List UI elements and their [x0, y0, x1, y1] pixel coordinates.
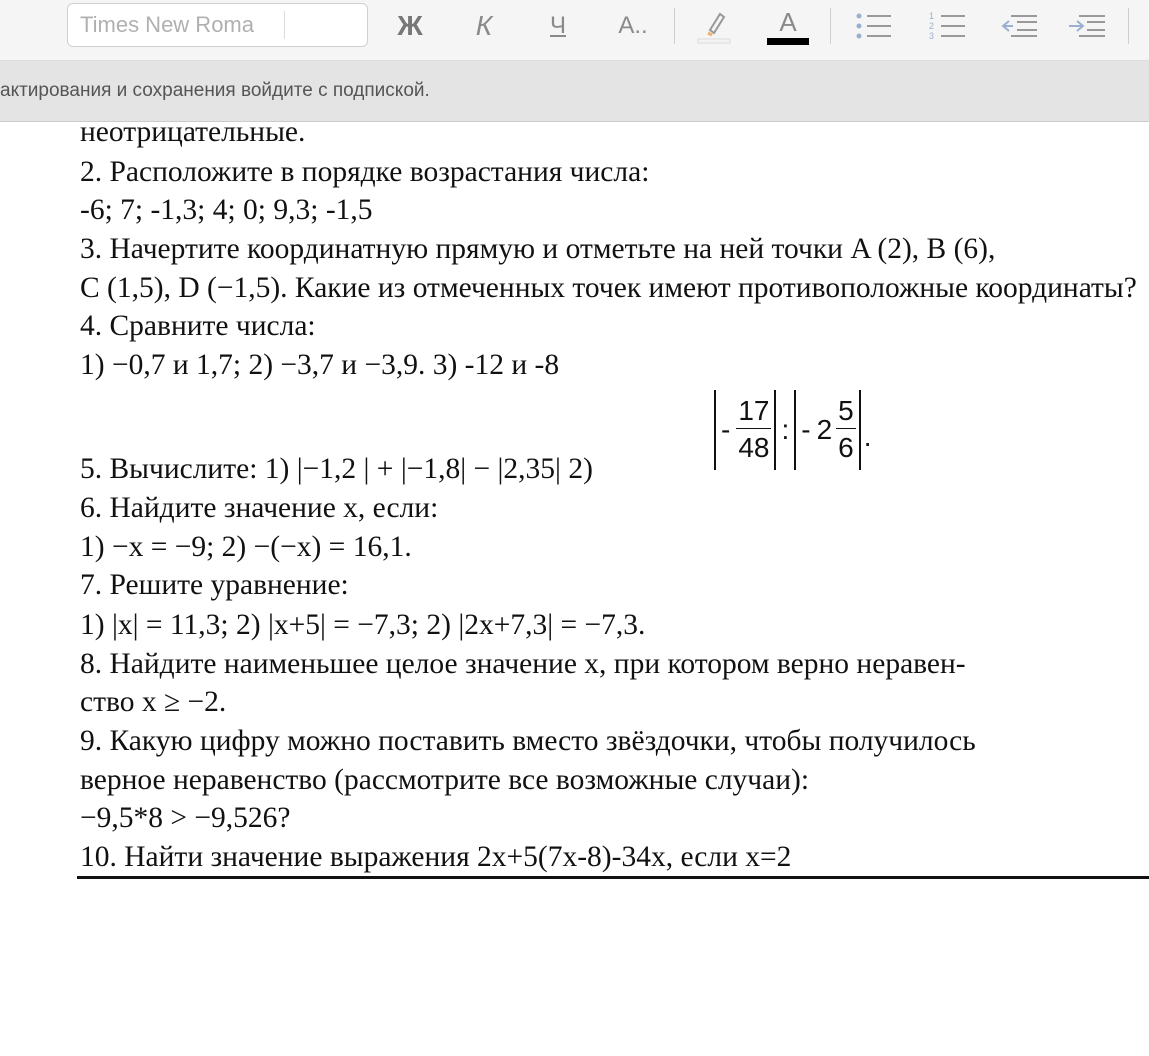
- formatting-toolbar: [0, 0, 1149, 61]
- fraction-denominator: 6: [838, 431, 854, 463]
- doc-line: -6; 7; -1,3; 4; 0; 9,3; -1,5: [80, 194, 373, 226]
- toolbar-divider: [830, 8, 831, 44]
- doc-line: 7. Решите уравнение:: [80, 569, 349, 601]
- fraction-numerator: 17: [736, 394, 771, 429]
- doc-line: 4. Сравните числа:: [80, 310, 316, 342]
- abs-bar: [774, 390, 776, 470]
- svg-text:3: 3: [929, 31, 935, 41]
- svg-text:2: 2: [929, 21, 935, 31]
- doc-line: 1) −0,7 и 1,7; 2) −3,7 и −3,9. 3) -12 и -8: [80, 349, 560, 381]
- increase-indent-icon: [1067, 8, 1107, 44]
- document-page: [0, 123, 1149, 1056]
- bullet-list-icon: [853, 8, 893, 44]
- doc-line: ство x ≥ −2.: [80, 686, 227, 718]
- svg-text:1: 1: [929, 11, 935, 21]
- formula-minus: -: [801, 414, 811, 445]
- doc-line: неотрицательные.: [80, 123, 306, 148]
- formula-period: .: [863, 421, 872, 452]
- abs-bar: [859, 390, 861, 470]
- underline-button[interactable]: Ч: [550, 12, 566, 39]
- italic-button[interactable]: К: [475, 10, 493, 41]
- doc-line: 10. Найти значение выражения 2x+5(7x-8)-34x, если x=2: [80, 841, 792, 873]
- font-color-button[interactable]: [766, 6, 810, 46]
- bullet-list-button[interactable]: [852, 6, 894, 46]
- font-box-divider: [284, 11, 285, 39]
- banner-text: актирования и сохранения войдите с подпиской.: [0, 80, 430, 101]
- doc-line: 5. Вычислите: 1) |−1,2 | + |−1,8| − |2,35| 2): [80, 453, 593, 485]
- fraction-5-6: [836, 394, 856, 467]
- decrease-indent-button[interactable]: [998, 6, 1040, 46]
- toolbar-divider: [674, 8, 675, 44]
- font-color-swatch: [767, 38, 809, 45]
- numbered-list-icon: [927, 8, 967, 44]
- text-style-button[interactable]: А..: [618, 12, 648, 39]
- math-formula: [711, 387, 872, 473]
- abs-bar: [794, 390, 796, 470]
- doc-line: C (1,5), D (−1,5). Какие из отмеченных точек имеют противоположные координаты?: [80, 272, 1137, 304]
- fraction-denominator: 48: [738, 431, 770, 463]
- toolbar-divider: [1128, 8, 1129, 44]
- highlight-button[interactable]: [692, 6, 736, 46]
- doc-line: −9,5*8 > −9,526?: [80, 802, 291, 834]
- doc-line: 6. Найдите значение x, если:: [80, 492, 439, 524]
- abs-bar: [714, 390, 716, 470]
- font-family-selector[interactable]: [67, 3, 368, 47]
- doc-line: верное неравенство (рассмотрите все возможные случаи):: [80, 764, 810, 796]
- doc-line: 9. Какую цифру можно поставить вместо звёздочки, чтобы получилось: [80, 725, 976, 757]
- subscription-banner: [0, 61, 1149, 122]
- doc-line: 1) −x = −9; 2) −(−x) = 16,1.: [80, 531, 412, 563]
- formula-colon: :: [781, 414, 790, 445]
- doc-line: 1) |x| = 11,3; 2) |x+5| = −7,3; 2) |2x+7,3| = −7,3.: [80, 609, 646, 641]
- formula-whole: 2: [816, 414, 833, 445]
- horizontal-rule: [77, 876, 1149, 879]
- font-family-input[interactable]: [68, 4, 282, 46]
- font-color-letter: А: [779, 6, 797, 37]
- increase-indent-button[interactable]: [1066, 6, 1108, 46]
- bold-button[interactable]: Ж: [397, 10, 423, 41]
- numbered-list-button[interactable]: [926, 6, 968, 46]
- doc-line: 3. Начертите координатную прямую и отметьте на ней точки A (2), B (6),: [80, 233, 996, 265]
- doc-line: 2. Расположите в порядке возрастания числа:: [80, 156, 650, 188]
- highlighter-icon: [694, 6, 734, 46]
- fraction-numerator: 5: [836, 394, 856, 429]
- decrease-indent-icon: [999, 8, 1039, 44]
- formula-minus: -: [721, 414, 731, 445]
- doc-line: 8. Найдите наименьшее целое значение x, при котором верно неравен-: [80, 648, 966, 680]
- fraction-17-48: [736, 394, 771, 467]
